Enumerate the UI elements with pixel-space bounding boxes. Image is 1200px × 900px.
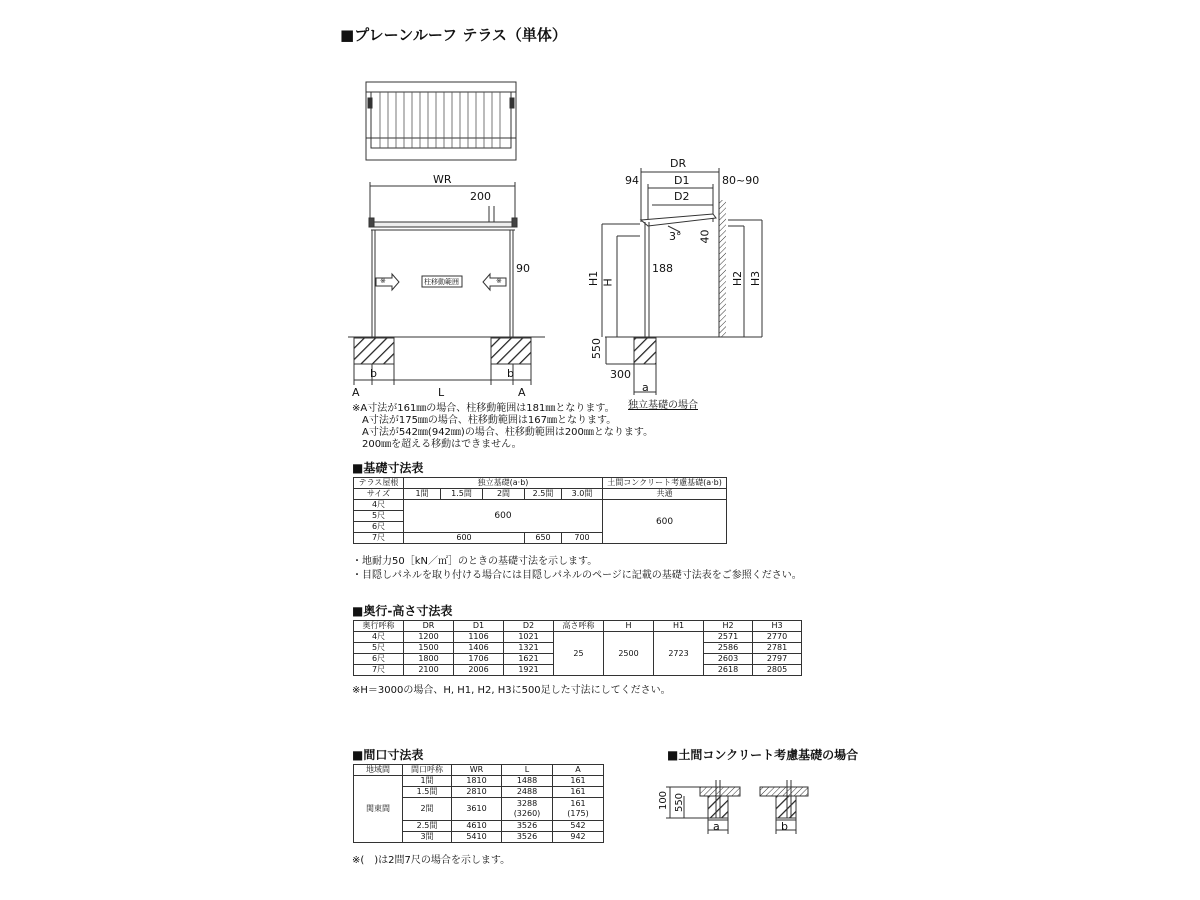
dim-d2: D2 xyxy=(674,190,690,203)
kiso-cell-600: 600 xyxy=(404,500,603,533)
dim-h: H xyxy=(601,278,615,287)
side-caption: 独立基礎の場合 xyxy=(628,400,698,411)
dim-550: 550 xyxy=(590,338,603,359)
table-cell: 3526 xyxy=(502,821,553,832)
arrow-mark-left: ※ xyxy=(380,277,386,285)
dim-b-right: b xyxy=(507,367,514,380)
note-line: A寸法が542㎜(942㎜)の場合、柱移動範囲は200㎜となります。 xyxy=(362,427,654,438)
maguchi-table xyxy=(353,764,604,843)
table-cell: 1321 xyxy=(504,643,554,654)
table-cell: 3間 xyxy=(403,832,452,843)
table-cell: 4尺 xyxy=(354,632,404,643)
okuyuki-header: H1 xyxy=(654,621,704,632)
kiso-header-doma: 土間コンクリート考慮基礎(a·b) xyxy=(603,478,727,489)
table-cell: 5尺 xyxy=(354,643,404,654)
table-cell: 1488 xyxy=(502,776,553,787)
kiso-cell-600-7: 600 xyxy=(404,533,525,544)
dim-h2: H2 xyxy=(731,270,745,287)
table-cell: 4610 xyxy=(452,821,502,832)
note-line: A寸法が175㎜の場合、柱移動範囲は167㎜となります。 xyxy=(362,415,617,426)
kiso-sub-common: 共通 xyxy=(603,489,727,500)
notes-top xyxy=(352,403,653,451)
table-cell: 1921 xyxy=(504,665,554,676)
table-cell-double xyxy=(553,798,604,821)
dim-wr: WR xyxy=(433,173,452,186)
okuyuki-header: DR xyxy=(404,621,454,632)
kiso-row-label: 6尺 xyxy=(354,522,404,533)
dim-a-left: A xyxy=(352,386,360,399)
cell-line: 3288 xyxy=(516,799,538,808)
table-cell: 2770 xyxy=(753,632,802,643)
table-cell-double xyxy=(502,798,553,821)
doma-heading: ■土間コンクリート考慮基礎の場合 xyxy=(667,748,859,762)
kiso-table xyxy=(353,477,727,544)
maguchi-region: 関東間 xyxy=(354,776,403,843)
kiso-sub: 3.0間 xyxy=(562,489,603,500)
table-cell: 1500 xyxy=(404,643,454,654)
table-cell: 1706 xyxy=(454,654,504,665)
kiso-sub: 1.5間 xyxy=(441,489,483,500)
maguchi-header: WR xyxy=(452,765,502,776)
maguchi-heading: ■間口寸法表 xyxy=(352,748,424,762)
top-view-drawing xyxy=(366,82,516,160)
okuyuki-table xyxy=(353,620,802,676)
table-cell: 7尺 xyxy=(354,665,404,676)
table-cell: 3526 xyxy=(502,832,553,843)
table-cell: 1.5間 xyxy=(403,787,452,798)
okuyuki-note: ※H＝3000の場合、H, H1, H2, H3に500足した寸法にしてください。 xyxy=(352,685,671,696)
kiso-heading: ■基礎寸法表 xyxy=(352,461,424,475)
table-cell: 5410 xyxy=(452,832,502,843)
dim-d1: D1 xyxy=(674,174,690,187)
kiso-row-label: 7尺 xyxy=(354,533,404,544)
doma-dim-a: a xyxy=(713,820,720,833)
doma-dim-100: 100 xyxy=(658,790,670,811)
note-line: ※A寸法が161㎜の場合、柱移動範囲は181㎜となります。 xyxy=(352,403,615,414)
okuyuki-header: 奥行呼称 xyxy=(354,621,404,632)
kiso-header-dok: 独立基礎(a·b) xyxy=(404,478,603,489)
kiso-header-size: テラス屋根 xyxy=(354,478,404,489)
table-cell: 2603 xyxy=(704,654,753,665)
dim-l: L xyxy=(438,386,445,399)
table-cell: 1406 xyxy=(454,643,504,654)
okuyuki-h1: 2723 xyxy=(654,632,704,676)
table-cell: 3610 xyxy=(452,798,502,821)
table-cell: 2805 xyxy=(753,665,802,676)
table-cell: 2781 xyxy=(753,643,802,654)
maguchi-note: ※( )は2間7尺の場合を示します。 xyxy=(352,855,511,866)
kiso-note-1: ・地耐力50［kN／㎡］のときの基礎寸法を示します。 xyxy=(352,556,598,567)
table-cell: 161 xyxy=(553,787,604,798)
maguchi-header: A xyxy=(553,765,604,776)
table-cell: 2586 xyxy=(704,643,753,654)
okuyuki-header: D1 xyxy=(454,621,504,632)
cell-line: 161 xyxy=(570,799,586,808)
table-cell: 1800 xyxy=(404,654,454,665)
dim-90: 90 xyxy=(516,262,530,275)
table-cell: 2797 xyxy=(753,654,802,665)
table-cell: 2618 xyxy=(704,665,753,676)
table-cell: 2810 xyxy=(452,787,502,798)
okuyuki-h: 2500 xyxy=(604,632,654,676)
table-cell: 542 xyxy=(553,821,604,832)
table-cell: 2.5間 xyxy=(403,821,452,832)
okuyuki-heading: ■奥行-高さ寸法表 xyxy=(352,604,453,618)
table-cell: 1106 xyxy=(454,632,504,643)
maguchi-header: 間口呼称 xyxy=(403,765,452,776)
dim-94: 94 xyxy=(625,174,639,187)
maguchi-header: L xyxy=(502,765,553,776)
kiso-sub: 2間 xyxy=(483,489,525,500)
okuyuki-header: 高さ呼称 xyxy=(554,621,604,632)
table-cell: 942 xyxy=(553,832,604,843)
kiso-row-label: 5尺 xyxy=(354,511,404,522)
table-cell: 2006 xyxy=(454,665,504,676)
page-title: ■プレーンルーフ テラス（単体） xyxy=(340,26,567,44)
okuyuki-header: H2 xyxy=(704,621,753,632)
table-cell: 2100 xyxy=(404,665,454,676)
dim-40: 40 xyxy=(698,229,712,244)
dim-dr: DR xyxy=(670,157,687,170)
note-line: 200㎜を超える移動はできません。 xyxy=(362,439,522,450)
dim-b-left: b xyxy=(370,367,377,380)
okuyuki-header: D2 xyxy=(504,621,554,632)
dim-300: 300 xyxy=(610,368,631,381)
dim-a-right: A xyxy=(518,386,526,399)
kiso-cell-doma: 600 xyxy=(603,500,727,544)
kiso-sub: 2.5間 xyxy=(525,489,562,500)
kiso-header-size2: サイズ xyxy=(354,489,404,500)
kiso-note-2: ・目隠しパネルを取り付ける場合には目隠しパネルのページに記載の基礎寸法表をご参照ください。 xyxy=(352,570,802,581)
doma-dim-550: 550 xyxy=(674,792,686,813)
table-cell: 1621 xyxy=(504,654,554,665)
kiso-sub: 1間 xyxy=(404,489,441,500)
maguchi-header: 地域間 xyxy=(354,765,403,776)
dim-200: 200 xyxy=(470,190,491,203)
dim-3deg: 3° xyxy=(669,230,682,243)
table-cell: 161 xyxy=(553,776,604,787)
kiso-row-label: 4尺 xyxy=(354,500,404,511)
range-label: 柱移動範囲 xyxy=(424,278,459,286)
okuyuki-takasa: 25 xyxy=(554,632,604,676)
dim-h3: H3 xyxy=(749,270,763,287)
doma-dim-b: b xyxy=(781,820,788,833)
arrow-mark-right: ※ xyxy=(496,277,502,285)
table-cell: 6尺 xyxy=(354,654,404,665)
dim-80-90: 80~90 xyxy=(722,174,760,187)
cell-line: (3260) xyxy=(513,809,541,818)
table-cell: 2571 xyxy=(704,632,753,643)
table-cell: 2488 xyxy=(502,787,553,798)
table-cell: 1間 xyxy=(403,776,452,787)
okuyuki-header: H3 xyxy=(753,621,802,632)
kiso-cell-650: 650 xyxy=(525,533,562,544)
table-cell: 2間 xyxy=(403,798,452,821)
dim-a-side: a xyxy=(642,381,649,394)
kiso-cell-700: 700 xyxy=(562,533,603,544)
okuyuki-header: H xyxy=(604,621,654,632)
cell-line: (175) xyxy=(567,809,589,818)
dim-h1: H1 xyxy=(587,270,601,287)
table-cell: 1021 xyxy=(504,632,554,643)
table-cell: 1810 xyxy=(452,776,502,787)
table-cell: 1200 xyxy=(404,632,454,643)
dim-188: 188 xyxy=(652,262,673,275)
